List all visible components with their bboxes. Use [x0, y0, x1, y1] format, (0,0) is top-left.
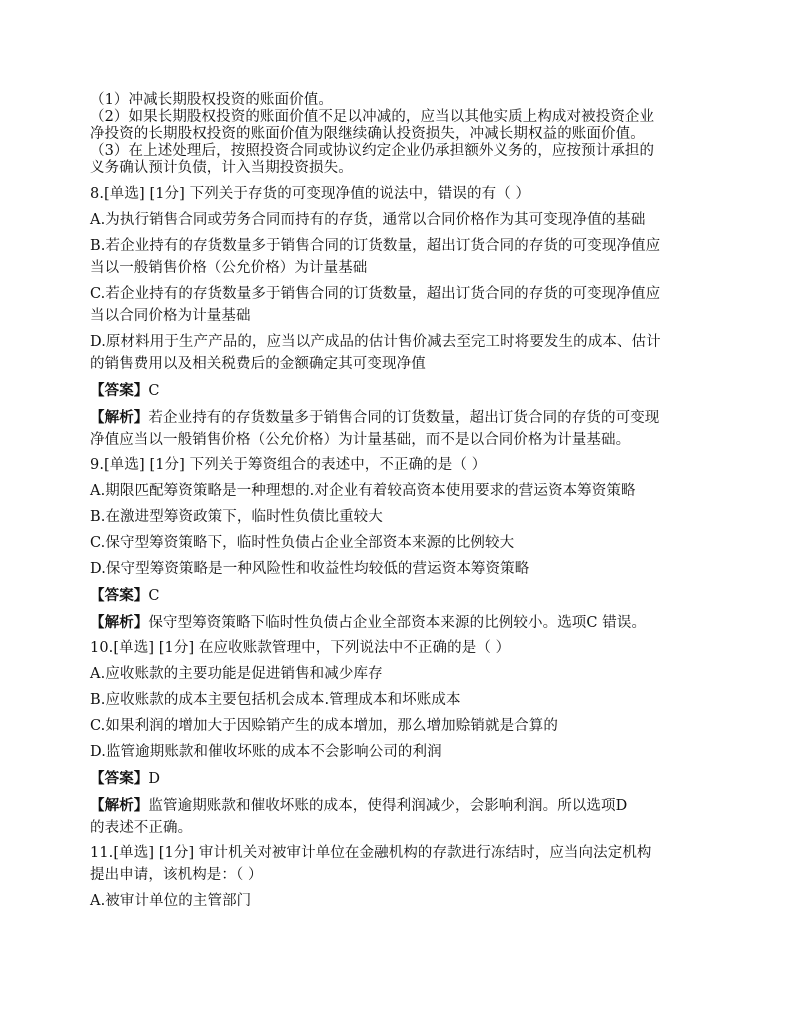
intro-line-1: （1）冲减长期股权投资的账面价值。	[90, 92, 333, 108]
analysis-text: 若企业持有的存货数量多于销售合同的订货数量，超出订货合同的存货的可变现	[148, 410, 660, 426]
intro-line-5: 义务确认预计负债，计入当期投资损失。	[90, 160, 353, 176]
option-b-line-2: 当以一般销售价格（公允价格）为计量基础	[90, 260, 368, 276]
analysis-line-1	[90, 614, 710, 632]
answer-line	[90, 382, 710, 400]
option-d-line-1: D.原材料用于生产产品的，应当以产成品的估计售价减去至完工时将要发生的成本、估计	[90, 334, 661, 350]
option-a: A.被审计单位的主管部门	[90, 893, 252, 909]
answer-tag: 【答案】	[90, 382, 149, 399]
option-b-line-1: B.若企业持有的存货数量多于销售合同的订货数量，超出订货合同的存货的可变现净值应	[90, 238, 661, 254]
intro-line-3: 净投资的长期股权投资的账面价值为限继续确认投资损失，冲减长期权益的账面价值。	[90, 126, 645, 142]
question-stem: 10.[单选] [1分] 在应收账款管理中，下列说法中不正确的是（ ）	[90, 640, 511, 656]
question-11	[90, 845, 710, 910]
answer-tag: 【答案】	[90, 770, 149, 787]
question-8	[90, 186, 710, 449]
option-a: A.应收账款的主要功能是促进销售和减少库存	[90, 666, 383, 682]
option-c: C.保守型筹资策略下，临时性负债占企业全部资本来源的比例较大	[90, 535, 515, 551]
option-c-line-1: C.若企业持有的存货数量多于销售合同的订货数量，超出订货合同的存货的可变现净值应	[90, 286, 661, 302]
question-stem: 8.[单选] [1分] 下列关于存货的可变现净值的说法中，错误的有（ ）	[90, 186, 531, 202]
analysis-text: 保守型筹资策略下临时性负债占企业全部资本来源的比例较小。选项C 错误。	[148, 615, 647, 631]
question-10	[90, 640, 710, 837]
option-d: D.保守型筹资策略是一种风险性和收益性均较低的营运资本筹资策略	[90, 561, 530, 577]
option-b: B.应收账款的成本主要包括机会成本.管理成本和坏账成本	[90, 692, 461, 708]
option-c-line-2: 当以合同价格为计量基础	[90, 308, 251, 324]
intro-line-4: （3）在上述处理后，按照投资合同或协议约定企业仍承担额外义务的，应按预计承担的	[90, 143, 655, 159]
analysis-line-1	[90, 797, 710, 815]
question-stem-line-1: 11.[单选] [1分] 审计机关对被审计单位在金融机构的存款进行冻结时，应当向法定机构	[90, 845, 652, 861]
answer-value: C	[148, 383, 160, 399]
option-d: D.监管逾期账款和催收坏账的成本不会影响公司的利润	[90, 744, 442, 760]
answer-value: D	[148, 771, 161, 787]
answer-tag: 【答案】	[90, 587, 149, 604]
answer-value: C	[148, 588, 160, 604]
analysis-line-2: 净值应当以一般销售价格（公允价格）为计量基础，而不是以合同价格为计量基础。	[90, 432, 631, 448]
analysis-tag: 【解析】	[90, 614, 149, 631]
question-stem: 9.[单选] [1分] 下列关于筹资组合的表述中，不正确的是（ ）	[90, 457, 487, 473]
option-a: A.期限匹配筹资策略是一种理想的.对企业有着较高资本使用要求的营运资本筹资策略	[90, 483, 636, 499]
option-c: C.如果利润的增加大于因赊销产生的成本增加，那么增加赊销就是合算的	[90, 718, 558, 734]
analysis-line-2: 的表述不正确。	[90, 820, 193, 836]
question-stem-line-2: 提出申请，该机构是：（ ）	[90, 867, 263, 883]
document-page	[90, 92, 710, 910]
answer-line	[90, 770, 710, 788]
intro-line-2: （2）如果长期股权投资的账面价值不足以冲减的，应当以其他实质上构成对被投资企业	[90, 109, 655, 125]
option-b: B.在激进型筹资政策下，临时性负债比重较大	[90, 509, 383, 525]
answer-line	[90, 587, 710, 605]
analysis-tag: 【解析】	[90, 409, 149, 426]
option-d-line-2: 的销售费用以及相关税费后的金额确定其可变现净值	[90, 356, 426, 372]
intro-block	[90, 92, 710, 177]
analysis-text: 监管逾期账款和催收坏账的成本，使得利润减少，会影响利润。所以选项D	[148, 798, 628, 814]
analysis-line-1	[90, 409, 710, 427]
option-a: A.为执行销售合同或劳务合同而持有的存货，通常以合同价格作为其可变现净值的基础	[90, 212, 646, 228]
question-9	[90, 457, 710, 632]
analysis-tag: 【解析】	[90, 797, 149, 814]
